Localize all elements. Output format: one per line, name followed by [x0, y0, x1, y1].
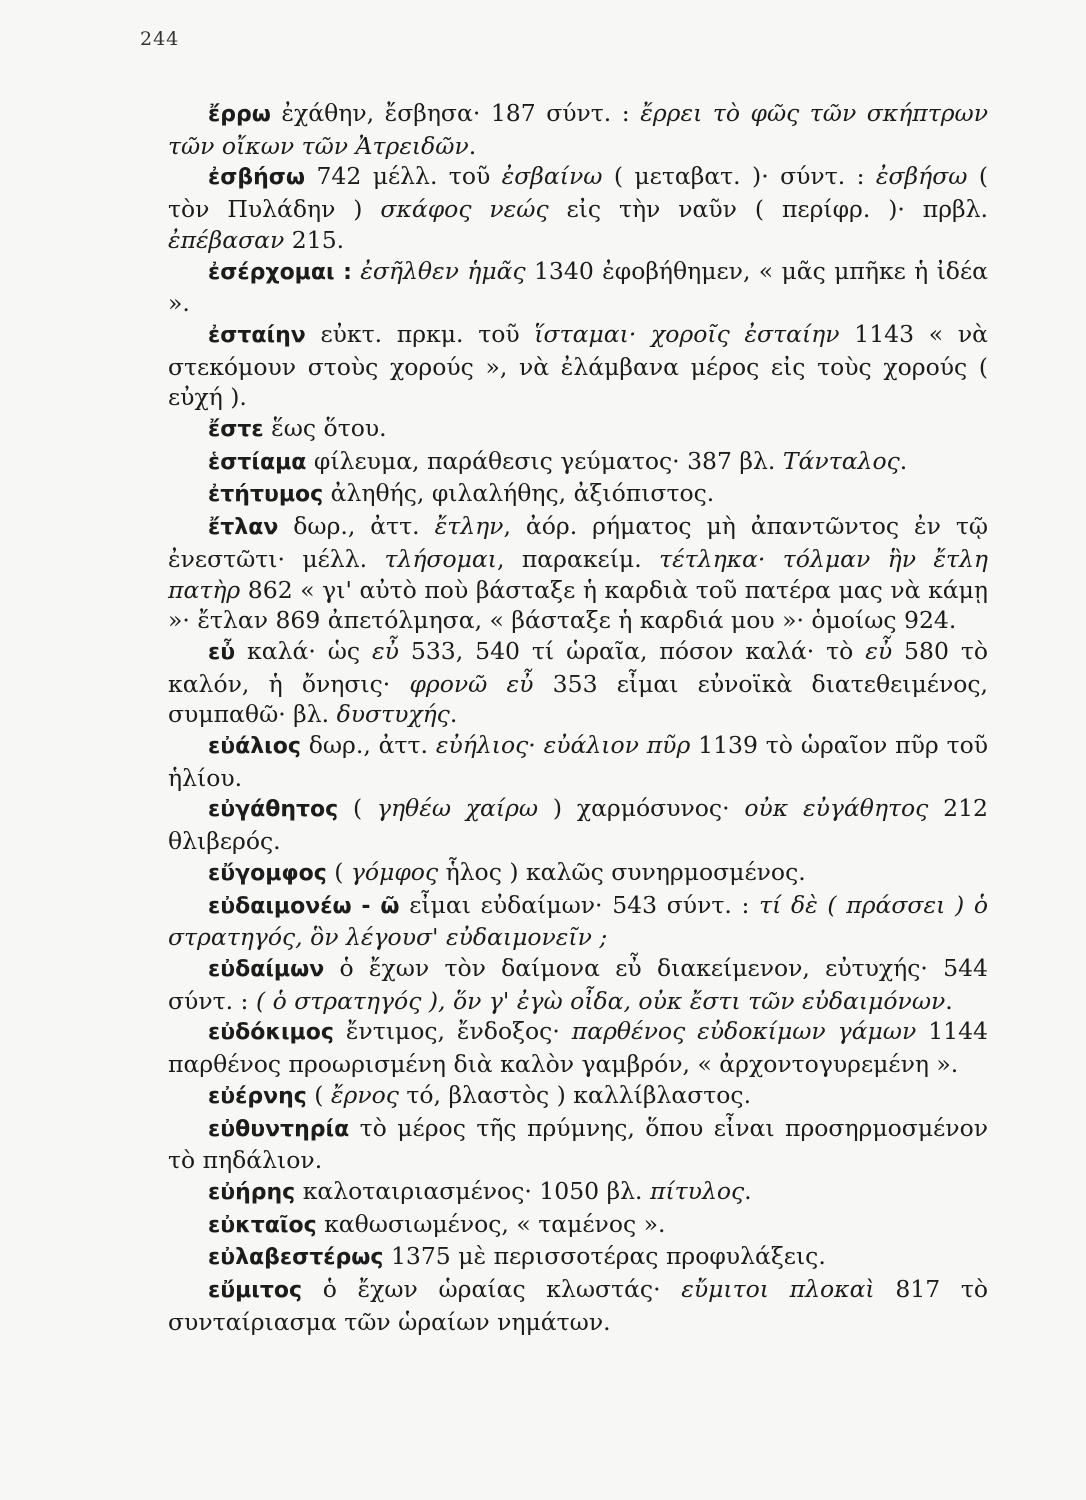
entry-definition: φίλευμα, παράθεσις γεύματος· 387 βλ.	[306, 446, 783, 475]
entry-definition: ἀληθής, φιλαλήθης, ἀξιόπιστος.	[323, 479, 715, 508]
entry-citation: ἐπέβασαν	[168, 225, 285, 254]
entry-definition: 533, 540 τί ὡραῖα, πόσον καλά· τὸ	[398, 636, 866, 665]
entry-definition: 1144 παρθένος προωρισμένη διὰ καλὸν γαμβρόν, « ἀρχοντογυρεμένη ».	[168, 1017, 988, 1079]
entry-definition: 215.	[284, 225, 345, 254]
entry-definition: ἐχάθην, ἔσβησα· 187 σύντ. :	[270, 99, 641, 127]
dictionary-entry	[168, 319, 988, 413]
entry-definition: εἶμαι εὐδαίμων· 543 σύντ. :	[399, 890, 760, 919]
entry-citation: δυστυχής	[336, 700, 450, 729]
entry-definition: τὸ μέρος τῆς πρύμνης, ὅπου εἶναι προσηρμοσμένον τὸ πηδάλιον.	[168, 1113, 988, 1175]
entry-definition: (	[338, 794, 377, 823]
entry-definition: ἔντιμος, ἔνδοξος·	[333, 1017, 572, 1046]
entry-headword: εὐδαίμων	[208, 956, 325, 982]
dictionary-entry	[168, 636, 988, 730]
dictionary-entry	[168, 1016, 988, 1079]
entry-citation: εὖ	[372, 636, 399, 665]
entry-definition: τό, βλαστὸς ) καλλίβλαστος.	[398, 1080, 752, 1109]
entry-headword: εὐήρης	[208, 1179, 296, 1205]
entry-definition: ἧλος ) καλῶς συνηρμοσμένος.	[438, 857, 806, 886]
entry-headword: εὐλαβεστέρως	[208, 1245, 384, 1271]
entry-citation: ἐσβήσω	[875, 162, 968, 191]
entry-headword: εὔγομφος	[208, 860, 327, 886]
entry-definition: δωρ., ἀττ.	[300, 731, 436, 760]
entry-headword: ἐτήτυμος	[208, 482, 324, 508]
entry-definition: 1139 τὸ ὡραῖον πῦρ τοῦ ἡλίου.	[168, 731, 988, 792]
dictionary-entry	[168, 1176, 988, 1209]
entry-definition: ἕως ὅτου.	[263, 414, 387, 443]
entry-headword: εὖ	[208, 639, 236, 665]
entry-definition: 353 εἶμαι εὐνοϊκὰ διατεθειμένος, συμπαθῶ· βλ.	[168, 669, 989, 729]
entry-citation: ἵσταμαι· χοροῖς ἐσταίην	[534, 319, 840, 348]
dictionary-entry	[168, 730, 988, 793]
dictionary-entry	[168, 890, 988, 953]
entry-citation: εὖ	[865, 636, 893, 665]
entry-headword: εὐδόκιμος	[208, 1020, 334, 1046]
entry-headword: εὐδαιμονέω - ῶ	[208, 893, 400, 919]
dictionary-entry	[168, 446, 988, 479]
entry-definition: 742 μέλλ. τοῦ	[305, 162, 502, 191]
entry-definition: καλοταιριασμένος· 1050 βλ.	[295, 1176, 650, 1205]
dictionary-entry	[168, 793, 988, 856]
entry-headword: ἐσταίην	[208, 322, 306, 348]
entry-citation: τλήσομαι	[384, 544, 497, 573]
entry-headword: ἐσέρχομαι :	[208, 259, 352, 285]
entry-citation: ἔτλην	[434, 512, 504, 541]
entry-headword: εὐέρνης	[208, 1083, 307, 1109]
entry-definition: (	[306, 1080, 331, 1109]
entry-definition: 1143 « νὰ στεκόμουν στοὺς χορούς », νὰ ἐλάμβανα μέρος εἰς τοὺς χορούς ( εὐχή ).	[168, 319, 989, 412]
entry-citation: γόμφος	[350, 857, 439, 886]
entry-definition: ὁ ἔχων τὸν δαίμονα εὖ διακείμενον, εὐτυχής· 544 σύντ. :	[168, 953, 988, 1015]
entry-headword: εὐγάθητος	[208, 797, 339, 823]
entry-definition: καθωσιωμένος, « ταμένος ».	[316, 1209, 666, 1238]
entry-citation: παρθένος εὐδοκίμων γάμων	[571, 1017, 917, 1046]
entry-citation: ἐσῆλθεν ἡμᾶς	[360, 256, 526, 285]
entry-definition: 817 τὸ συνταίριασμα τῶν ὡραίων νημάτων.	[168, 1275, 988, 1336]
dictionary-entry	[168, 1241, 988, 1274]
dictionary-entry	[168, 1209, 988, 1242]
entry-citation: πίτυλος	[650, 1176, 745, 1205]
entry-definition: , ἀόρ. ρήματος μὴ ἀπαντῶντος ἐν τῷ ἐνεστῶτι· μέλλ.	[168, 512, 988, 573]
entry-headword: ἑστίαμα	[208, 449, 307, 475]
entry-definition: .	[945, 986, 953, 1015]
entry-citation: οὐκ εὐγάθητος	[744, 794, 929, 823]
entry-citation: ἐσβαίνω	[501, 162, 603, 191]
entry-definition: .	[468, 131, 477, 160]
entry-definition: 1375 μὲ περισσοτέρας προφυλάξεις.	[383, 1242, 826, 1271]
entry-definition: ὁ ἔχων ὡραίας κλωστάς·	[302, 1275, 682, 1304]
dictionary-entry	[168, 857, 988, 890]
entry-headword: εὐάλιος	[208, 734, 301, 760]
entry-definition: .	[899, 446, 908, 475]
entry-citation: σκάφος νεώς	[380, 195, 549, 224]
entry-citation: ἔρνος	[330, 1080, 399, 1109]
entry-definition: 580 τὸ καλόν, ἡ ὄνησις·	[168, 636, 988, 698]
entry-citation: ( ὁ στρατηγός ), ὅν γ' ἐγὼ οἶδα, οὐκ ἔστι τῶν εὐδαιμόνων	[255, 986, 946, 1015]
entry-citation: φρονῶ εὖ	[409, 669, 534, 698]
entry-headword: ἔτλαν	[208, 515, 279, 541]
entry-citation: ἔρρει τὸ φῶς τῶν σκήπτρων τῶν οἴκων τῶν Ἀτρειδῶν	[168, 99, 988, 160]
entry-headword: ἐσβήσω	[208, 165, 306, 191]
entry-definition: .	[449, 700, 458, 729]
entry-headword: εὐθυντηρία	[208, 1116, 350, 1142]
entry-definition: δωρ., ἀττ.	[278, 512, 435, 541]
entry-definition: 1340 ἐφοβήθημεν, « μᾶς μπῆκε ἡ ἰδέα ».	[168, 256, 988, 318]
entry-definition: (	[326, 857, 351, 886]
dictionary-entry	[168, 98, 988, 161]
entry-definition: 212 θλιβερός.	[168, 794, 988, 856]
dictionary-entry	[168, 953, 988, 1016]
entry-headword: εὐκταῖος	[208, 1212, 317, 1238]
entry-definition	[352, 257, 360, 285]
entry-citation: εὔμιτοι πλοκαὶ	[681, 1275, 875, 1304]
dictionary-entry	[168, 256, 988, 319]
entry-citation: εὐήλιος· εὐάλιον πῦρ	[435, 731, 691, 760]
entry-citation: τέτληκα· τόλμαν ἣν ἔτλη πατὴρ	[168, 544, 988, 604]
entry-citation: γηθέω χαίρω	[376, 794, 539, 823]
entry-citation: τί δὲ ( πράσσει ) ὁ στρατηγός, ὃν λέγουσ' εὐδαιμονεῖν ;	[168, 890, 988, 952]
entry-headword: ἔστε	[208, 417, 264, 443]
entry-citation: Τάνταλος	[782, 446, 900, 475]
entry-definition: εὐκτ. πρκμ. τοῦ	[305, 319, 535, 348]
entry-definition: , παρακείμ.	[496, 544, 660, 573]
entry-definition: .	[744, 1176, 752, 1205]
dictionary-entries	[168, 98, 988, 1337]
dictionary-entry	[168, 161, 988, 255]
entry-definition: καλά· ὡς	[235, 636, 373, 665]
dictionary-entry	[168, 413, 988, 446]
dictionary-entry	[168, 1274, 988, 1337]
dictionary-entry	[168, 478, 988, 511]
entry-definition: ) χαρμόσυνος·	[538, 794, 745, 823]
dictionary-entry	[168, 1080, 988, 1113]
entry-definition: ( μεταβατ. )· σύντ. :	[602, 162, 876, 191]
dictionary-entry	[168, 511, 988, 636]
page-number: 244	[140, 28, 180, 50]
entry-definition: εἰς τὴν ναῦν ( περίφρ. )· πρβλ.	[548, 195, 989, 224]
dictionary-entry	[168, 1113, 988, 1176]
entry-definition: 862 « γι' αὐτὸ ποὺ βάσταξε ἡ καρδιὰ τοῦ πατέρα μας νὰ κάμῃ »· ἔτλαν 869 ἀπετόλμησα, « βάσταξε ἡ καρδιά μου »· ὁμοίως 924.	[168, 575, 988, 635]
entry-headword: εὔμιτος	[208, 1278, 303, 1304]
entry-headword: ἔρρω	[208, 102, 271, 127]
entry-definition: ( τὸν Πυλάδην )	[168, 162, 989, 224]
